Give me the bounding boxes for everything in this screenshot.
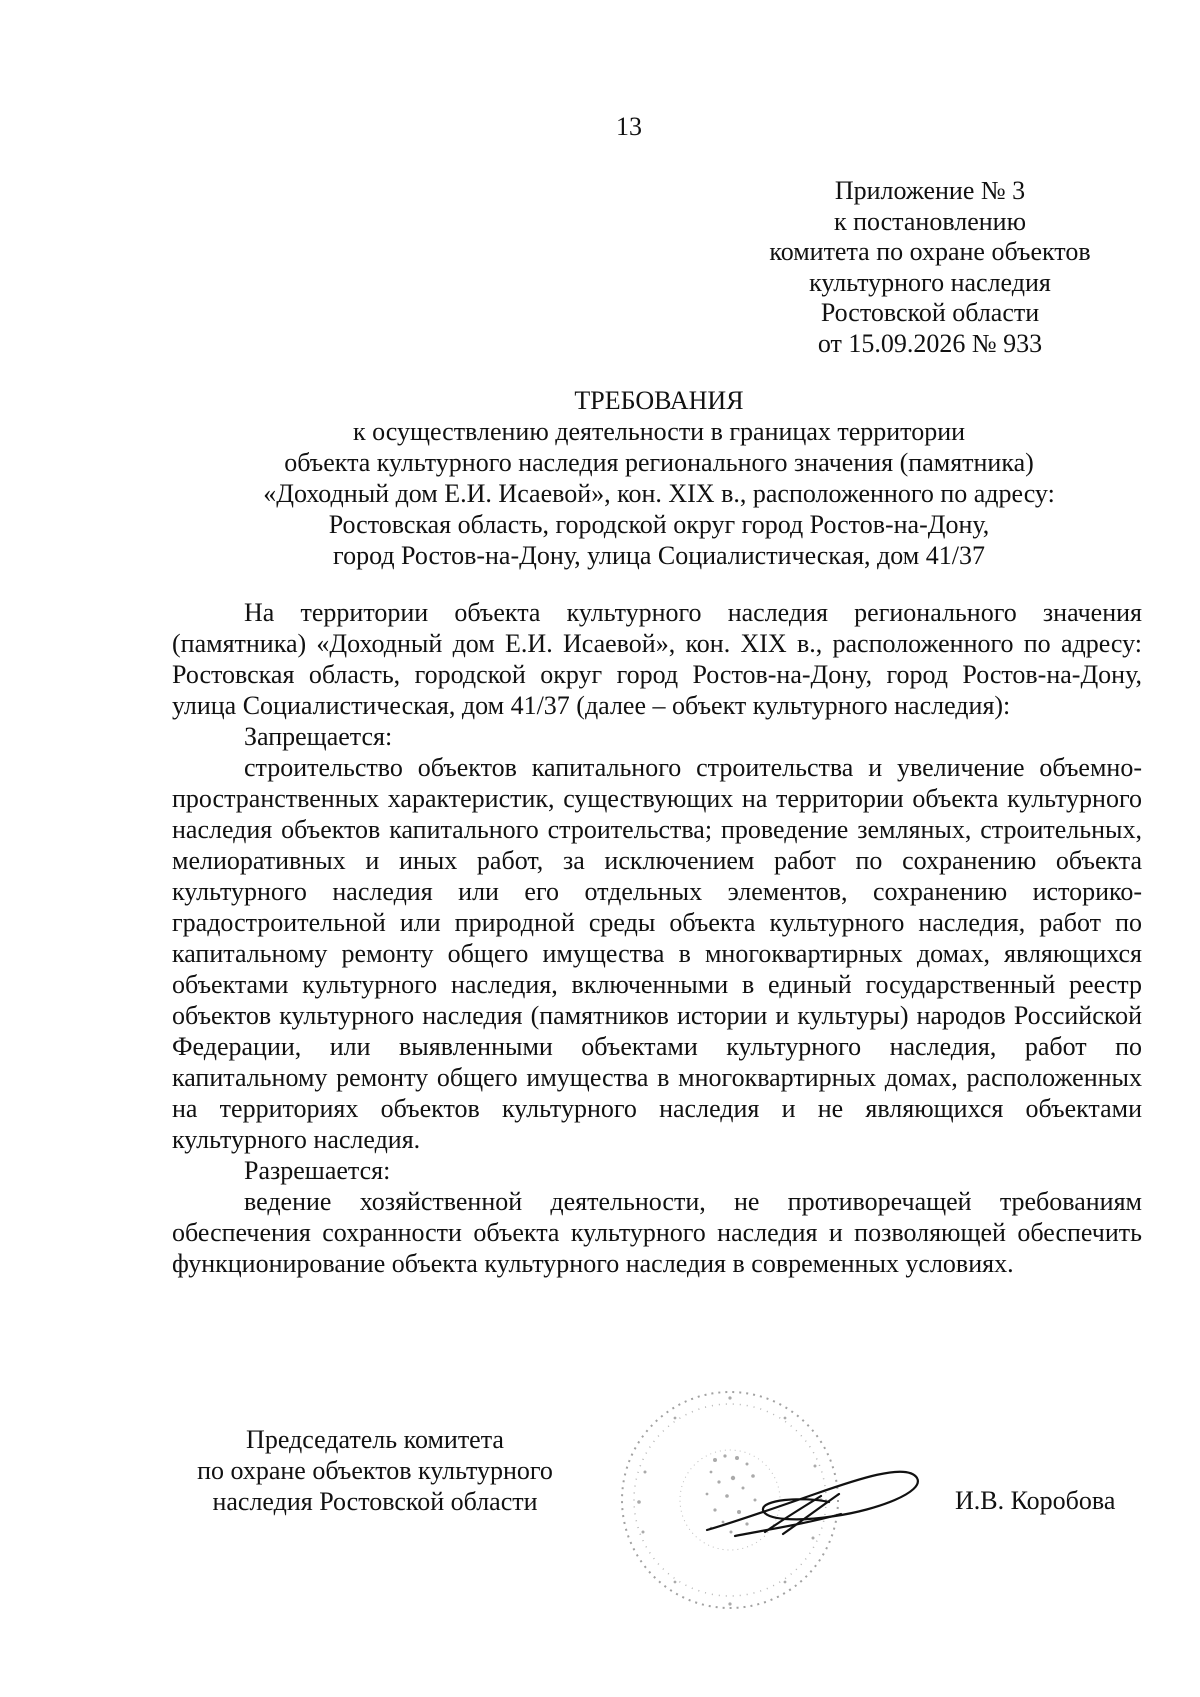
handwritten-signature-icon [707, 1472, 918, 1536]
title-line: к осуществлению деятельности в границах территории [352, 417, 966, 446]
appendix-line: от 15.09.2026 № 933 [817, 328, 1043, 358]
signatory-position-line: Председатель комитета [246, 1425, 504, 1454]
appendix-line: комитета по охране объектов [769, 237, 1091, 267]
title-line: «Доходный дом Е.И. Исаевой», кон. XIX в., расположенного по адресу: [263, 479, 1055, 508]
body-paragraph: ведение хозяйственной деятельности, не противоречащей требованиям обеспечения сохранности объекта культурного наследия и позволяющей обеспечить функционирование объекта культурного наследия в современных условиях. [172, 1187, 1142, 1278]
title-line: Ростовская область, городской округ город Ростов-на-Дону, [328, 510, 990, 539]
body-paragraph: строительство объектов капитального строительства и увеличение объемно-пространственных характеристик, существующих на территории объекта культурного наследия объектов капитального строительства; проведение земляных, строительных, мелиоративных и иных работ, за исключением работ по сохранению объекта культурного наследия или его отдельных элементов, сохранению историко-градостроительной или природной среды объекта культурного наследия, работ по капитальному ремонту общего имущества в многоквартирных домах, являющихся объектами культурного наследия, включенными в единый государственный реестр объектов культурного наследия (памятников истории и культуры) народов Российской Федерации, или выявленными объектами культурного наследия, работ по капитальному ремонту общего имущества в многоквартирных домах, расположенных на территориях объектов культурного наследия и не являющихся объектами культурного наследия. [172, 753, 1142, 1154]
document-body [172, 597, 1142, 1279]
body-paragraph: Запрещается: [244, 722, 393, 751]
appendix-line: Ростовской области [820, 298, 1040, 328]
title-line: объекта культурного наследия регионального значения (памятника) [284, 448, 1034, 477]
page-number: 13 [616, 112, 642, 141]
stamp-and-signature [615, 1382, 935, 1612]
appendix-header [740, 176, 1120, 360]
appendix-line: культурного наследия [809, 267, 1051, 297]
signatory-position [160, 1424, 590, 1517]
appendix-line: Приложение № 3 [834, 176, 1026, 205]
title-heading: ТРЕБОВАНИЯ [574, 386, 744, 415]
signatory-position-line: наследия Ростовской области [212, 1487, 538, 1516]
body-paragraph: Разрешается: [244, 1156, 391, 1185]
appendix-line: к постановлению [833, 206, 1027, 236]
signatory-position-line: по охране объектов культурного [197, 1456, 553, 1485]
title-line: город Ростов-на-Дону, улица Социалистическая, дом 41/37 [333, 541, 985, 570]
signatory-name: И.В. Коробова [955, 1486, 1116, 1515]
document-title [170, 385, 1148, 571]
body-paragraph: На территории объекта культурного наследия регионального значения (памятника) «Доходный дом Е.И. Исаевой», кон. XIX в., расположенного по адресу: Ростовская область, городской округ город Ростов-на-Дону, город Ростов-на-Дону, улица Социалистическая, дом 41/37 (далее – объект культурного наследия): [172, 598, 1142, 720]
